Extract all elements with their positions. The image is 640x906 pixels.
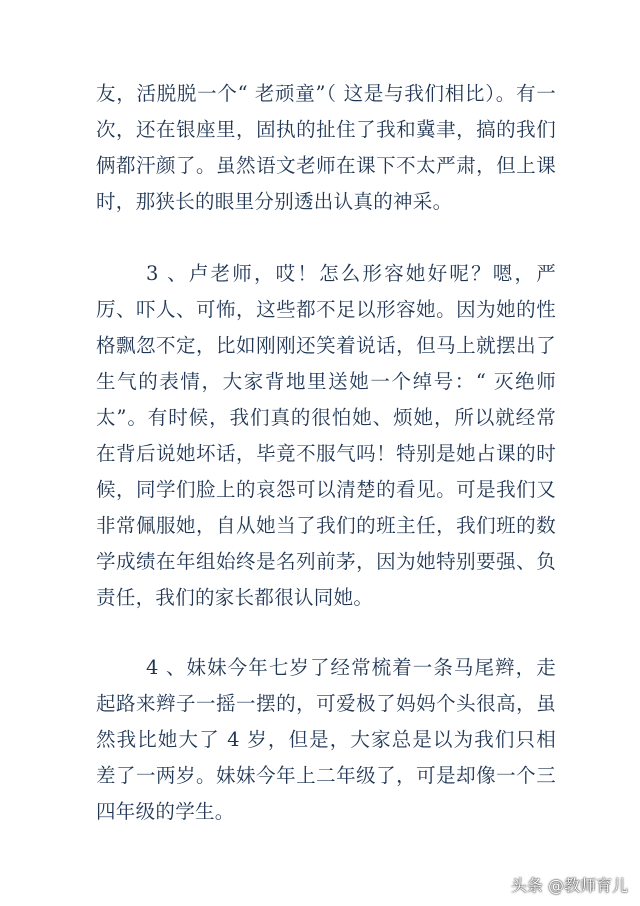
watermark-text: 头条 @教师育儿 (510, 876, 628, 895)
paragraph-teacher-lu: 3 、卢老师，哎！怎么形容她好呢？嗯，严厉、吓人、可怖，这些都不足以形容她。因为她的性格飘忽不定，比如刚刚还笑着说话，但马上就摆出了生气的表情，大家背地里送她一个绰号：“ 灭绝师太”。有时候，我们真的很怕她、烦她，所以就经常在背后说她坏话，毕竟不服气吗！特别是她占课的时候，同学们脸上的哀怨可以清楚的看见。可是我们又非常佩服她，自从她当了我们的班主任，我们班的数学成绩在年组始终是名列前茅，因为她特别要强、负责任，我们的家长都很认同她。 (96, 262, 556, 609)
paragraph-teacher-chinese: 友，活脱脱一个“ 老顽童”（ 这是与我们相比）。有一次，还在银座里，固执的扯住了我和冀聿，搞的我们俩都汗颜了。虽然语文老师在课下不太严肃，但上课时，那狭长的眼里分别透出认真的神采。 (96, 82, 556, 213)
source-watermark (511, 873, 628, 896)
paragraph-sister: 4 、妹妹今年七岁了经常梳着一条马尾辫，走起路来辫子一摇一摆的，可爱极了妈妈个头很高，虽然我比她大了 4 岁，但是，大家总是以为我们只相差了一两岁。妹妹今年上二年级了，可是却像一个三四年级的学生。 (96, 656, 556, 823)
